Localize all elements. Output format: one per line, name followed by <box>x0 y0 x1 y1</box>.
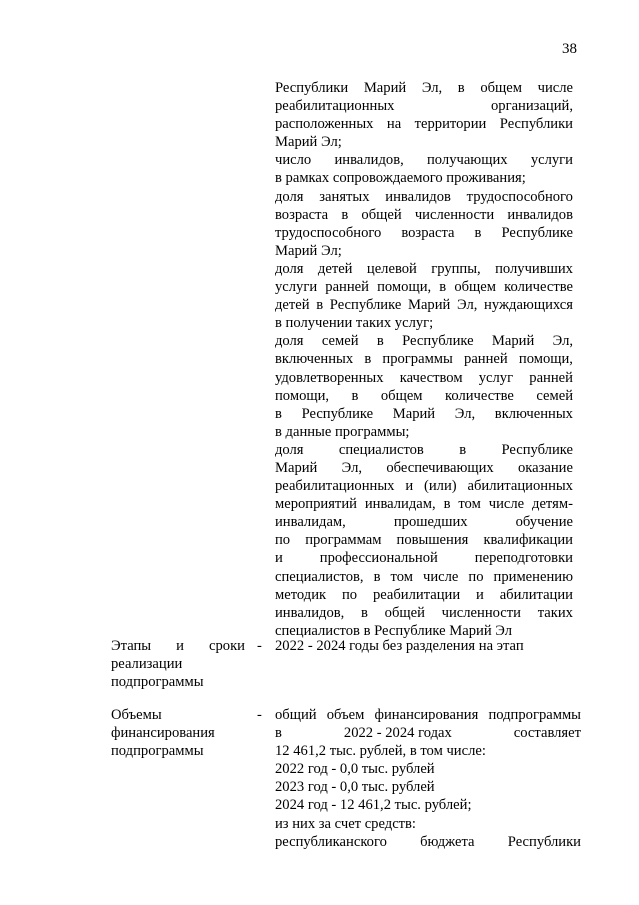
funding-word: составляет <box>513 725 581 742</box>
funding-line: из них за счет средств: <box>275 815 416 832</box>
indicator-word: нуждающихся <box>484 297 573 314</box>
indicator-line <box>275 387 573 405</box>
indicator-line <box>275 459 573 477</box>
indicator-line <box>275 350 573 368</box>
indicator-word: повышения <box>396 532 469 549</box>
indicator-word: в <box>275 405 282 422</box>
indicator-word: переподготовки <box>474 550 573 567</box>
indicator-line <box>275 549 573 567</box>
indicator-word: общем <box>454 279 496 296</box>
indicator-line <box>275 260 573 278</box>
indicator-word: Республике <box>501 441 573 458</box>
indicator-word: доля <box>275 333 304 350</box>
indicator-word: включенных <box>494 405 573 422</box>
indicator-word: Республики <box>275 80 349 96</box>
indicator-word: инвалидам, <box>275 514 346 531</box>
indicator-word: инвалидов, <box>275 604 345 621</box>
indicator-word: семей <box>536 387 573 404</box>
indicator-word: Республике <box>402 333 474 350</box>
target-indicators-list <box>275 79 573 640</box>
indicator-word: по <box>468 568 484 585</box>
indicator-word: обеспечивающих <box>386 459 494 476</box>
indicator-line: в данные программы; <box>275 423 410 440</box>
indicator-word: и <box>275 550 283 567</box>
indicator-line: специалистов в Республике Марий Эл <box>275 622 513 639</box>
indicator-word: расположенных <box>275 116 374 133</box>
funding-line <box>275 833 581 851</box>
indicator-line <box>275 79 573 97</box>
indicator-word: организаций, <box>491 98 573 115</box>
indicator-word: общем <box>380 387 423 404</box>
indicator-word: профессиональной <box>319 550 438 567</box>
indicator-word: получивших <box>495 260 573 277</box>
indicator-line <box>275 206 573 224</box>
indicator-word: услуг <box>478 369 514 386</box>
funding-label-line-3: подпрограммы <box>111 743 204 760</box>
indicator-word: помощи, <box>275 387 330 404</box>
indicator-word: Марий <box>275 459 318 476</box>
stages-value-text: 2022 - 2024 годы без разделения на этап <box>275 638 524 654</box>
indicator-word: возраста <box>275 206 329 223</box>
indicator-word: таких <box>537 604 573 621</box>
indicator-line <box>275 513 573 531</box>
indicator-word: в <box>361 604 368 621</box>
indicator-line <box>275 151 573 169</box>
funding-label-line-2: финансирования <box>111 725 215 742</box>
indicator-word: Эл, <box>457 297 478 314</box>
funding-label <box>111 706 263 760</box>
indicator-word: методик <box>275 586 327 603</box>
funding-word: в <box>275 725 282 742</box>
funding-line: 12 461,2 тыс. рублей, в том числе: <box>275 743 486 760</box>
indicator-word: Республике <box>501 224 573 241</box>
indicator-word: включенных <box>275 351 354 368</box>
indicator-line: в получении таких услуг; <box>275 315 434 332</box>
indicator-word: детей <box>317 260 353 277</box>
indicator-word: помощи, <box>377 279 432 296</box>
indicator-word: территории <box>414 116 487 133</box>
indicator-word: числе <box>423 568 459 585</box>
indicator-word: трудоспособного <box>275 224 382 241</box>
funding-line: 2022 год - 0,0 тыс. рублей <box>275 761 435 778</box>
indicator-line <box>275 369 573 387</box>
indicator-word: число <box>275 152 312 169</box>
indicator-line <box>275 568 573 586</box>
indicator-word: Эл, <box>454 405 476 422</box>
funding-dash: - <box>257 707 262 723</box>
indicator-word: ранней <box>325 279 369 296</box>
indicator-word: количестве <box>445 387 514 404</box>
indicator-word: возраста <box>401 224 455 241</box>
indicator-word: в <box>474 224 482 241</box>
indicator-line <box>275 477 573 495</box>
indicator-word: в <box>457 80 465 96</box>
indicator-line: Марий Эл; <box>275 134 342 151</box>
indicator-word: качеством <box>399 369 463 386</box>
indicator-line <box>275 495 573 513</box>
indicator-word: занятых <box>319 188 370 205</box>
indicator-word: помощи, <box>518 351 573 368</box>
indicator-line <box>275 296 573 314</box>
indicator-word: (или) <box>424 478 457 495</box>
stages-label <box>111 637 263 691</box>
indicator-word: Марий <box>392 405 436 422</box>
indicator-word: в <box>364 351 372 368</box>
indicator-word: доля <box>275 441 304 458</box>
funding-value <box>275 706 581 851</box>
indicator-word: реабилитационных <box>275 478 395 495</box>
indicator-word: по <box>341 586 358 603</box>
indicator-word: удовлетворенных <box>275 369 384 386</box>
indicator-word: Республике <box>301 405 374 422</box>
indicator-word: программы <box>382 351 453 368</box>
indicator-word: инвалидам, <box>364 496 436 513</box>
indicator-word: инвалидов, <box>334 152 404 169</box>
indicator-word: числе <box>488 496 525 513</box>
stages-label-line-1 <box>111 637 245 655</box>
indicator-word: Марий <box>491 333 535 350</box>
indicator-line: в рамках сопровождаемого проживания; <box>275 170 526 187</box>
indicator-word: обучение <box>515 514 573 531</box>
stages-label-line-2: реализации <box>111 656 183 673</box>
indicator-word: целевой <box>366 260 417 277</box>
indicator-word: в <box>341 206 349 223</box>
indicator-word: ранней <box>529 369 573 386</box>
stages-label-word: Этапы <box>111 638 152 654</box>
funding-line: 2023 год - 0,0 тыс. рублей <box>275 779 435 796</box>
indicator-line <box>275 188 573 206</box>
indicator-line <box>275 224 573 242</box>
indicator-word: абилитации <box>499 586 573 603</box>
indicator-word: ранней <box>464 351 508 368</box>
funding-line: общий объем финансирования подпрограммы <box>275 707 581 723</box>
indicator-word: программам <box>305 532 382 549</box>
indicator-word: в <box>439 279 447 296</box>
indicator-word: том <box>390 568 413 585</box>
indicator-word: в <box>459 441 467 458</box>
funding-word: республиканского <box>275 833 387 850</box>
indicator-word: группы, <box>431 260 481 277</box>
indicator-line <box>275 405 573 423</box>
funding-line: 2024 год - 12 461,2 тыс. рублей; <box>275 797 472 814</box>
indicator-line <box>275 586 573 604</box>
indicator-line <box>275 604 573 622</box>
indicator-line <box>275 97 573 115</box>
indicator-word: специалистов, <box>275 568 364 585</box>
indicator-word: Эл, <box>552 333 573 350</box>
indicator-word: общей <box>361 206 402 223</box>
indicator-word: на <box>386 116 402 133</box>
indicator-word: по <box>275 532 291 549</box>
indicator-word: семей <box>321 333 359 350</box>
page-number: 38 <box>562 41 577 57</box>
stages-label-word: сроки <box>209 638 245 654</box>
indicator-word: Эл, <box>341 459 363 476</box>
indicator-word: квалификации <box>483 532 573 549</box>
indicator-word: и <box>476 586 484 603</box>
indicator-word: оказание <box>517 459 573 476</box>
indicator-word: Марий <box>363 80 407 96</box>
funding-word: Республики <box>507 833 581 850</box>
indicator-word: специалистов <box>338 441 424 458</box>
indicator-word: доля <box>275 188 304 205</box>
indicator-word: в <box>376 333 384 350</box>
stages-label-word: и <box>176 638 184 654</box>
indicator-line <box>275 278 573 296</box>
indicator-word: и <box>405 478 414 495</box>
indicator-word: общей <box>384 604 425 621</box>
indicator-word: в <box>316 297 324 314</box>
indicator-word: в <box>351 387 359 404</box>
indicator-word: Марий <box>407 297 451 314</box>
indicator-line: Марий Эл; <box>275 242 342 259</box>
funding-line <box>275 724 581 742</box>
indicator-word: услуги <box>275 279 318 296</box>
indicator-line <box>275 441 573 459</box>
indicator-word: детей <box>275 297 310 314</box>
indicator-word: инвалидов <box>385 188 451 205</box>
indicator-word: общем <box>480 80 522 96</box>
indicator-word: применению <box>493 568 573 585</box>
indicator-word: Республике <box>329 297 402 314</box>
funding-word: бюджета <box>420 833 475 850</box>
indicator-word: трудоспособного <box>466 188 573 205</box>
indicator-line <box>275 332 573 350</box>
indicator-word: том <box>458 496 481 513</box>
indicator-word: в <box>443 496 451 513</box>
indicator-word: количестве <box>504 279 573 296</box>
indicator-word: в <box>373 568 381 585</box>
indicator-word: инвалидов <box>507 206 573 223</box>
indicator-word: реабилитации <box>372 586 461 603</box>
indicator-word: численности <box>441 604 521 621</box>
indicator-word: прошедших <box>393 514 468 531</box>
indicator-word: услуги <box>530 152 573 169</box>
indicator-word: числе <box>537 80 573 96</box>
indicator-word: Эл, <box>421 80 443 96</box>
indicator-word: Республики <box>499 116 573 133</box>
indicator-word: получающих <box>427 152 508 169</box>
indicator-word: численности <box>414 206 495 223</box>
indicator-word: абилитационных <box>467 478 573 495</box>
indicator-word: реабилитационных <box>275 98 395 115</box>
indicator-word: доля <box>275 260 304 277</box>
funding-word: 2022 - 2024 годах <box>343 725 452 742</box>
indicator-word: мероприятий <box>275 496 357 513</box>
funding-label-line-1: Объемы <box>111 707 162 723</box>
indicator-word: детям- <box>532 496 573 513</box>
stages-label-line-3: подпрограммы <box>111 674 204 691</box>
stages-dash: - <box>257 638 262 654</box>
indicator-line <box>275 115 573 133</box>
stages-value <box>275 637 573 655</box>
indicator-line <box>275 531 573 549</box>
